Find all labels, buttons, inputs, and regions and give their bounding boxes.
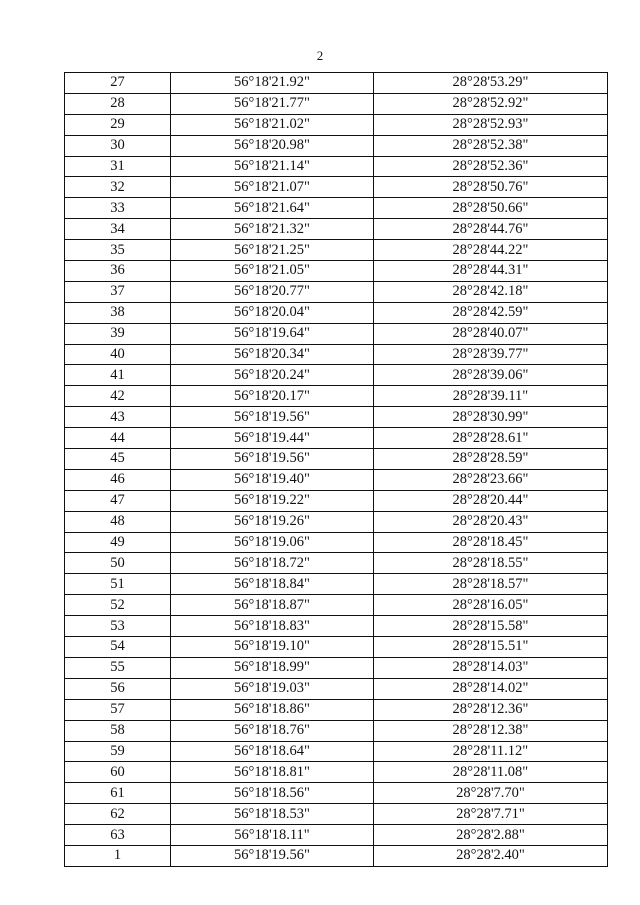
longitude-cell: 28°28'52.36" <box>374 156 608 177</box>
point-number-cell: 1 <box>65 845 171 866</box>
table-row <box>65 490 608 511</box>
table-row <box>65 344 608 365</box>
table-row <box>65 302 608 323</box>
table-row <box>65 156 608 177</box>
point-number-cell: 42 <box>65 386 171 407</box>
table-row <box>65 261 608 282</box>
latitude-cell: 56°18'18.72" <box>171 553 374 574</box>
table-row <box>65 323 608 344</box>
longitude-cell: 28°28'12.36" <box>374 699 608 720</box>
table-row <box>65 93 608 114</box>
longitude-cell: 28°28'15.58" <box>374 616 608 637</box>
latitude-cell: 56°18'21.64" <box>171 198 374 219</box>
latitude-cell: 56°18'18.86" <box>171 699 374 720</box>
point-number-cell: 38 <box>65 302 171 323</box>
longitude-cell: 28°28'30.99" <box>374 407 608 428</box>
latitude-cell: 56°18'18.81" <box>171 762 374 783</box>
table-row <box>65 281 608 302</box>
latitude-cell: 56°18'20.24" <box>171 365 374 386</box>
point-number-cell: 28 <box>65 93 171 114</box>
latitude-cell: 56°18'21.92" <box>171 73 374 94</box>
point-number-cell: 27 <box>65 73 171 94</box>
longitude-cell: 28°28'20.44" <box>374 490 608 511</box>
table-row <box>65 825 608 846</box>
table-row <box>65 553 608 574</box>
table-row <box>65 783 608 804</box>
point-number-cell: 43 <box>65 407 171 428</box>
table-row <box>65 114 608 135</box>
table-row <box>65 804 608 825</box>
latitude-cell: 56°18'21.07" <box>171 177 374 198</box>
latitude-cell: 56°18'21.05" <box>171 261 374 282</box>
longitude-cell: 28°28'28.59" <box>374 449 608 470</box>
latitude-cell: 56°18'19.26" <box>171 511 374 532</box>
point-number-cell: 39 <box>65 323 171 344</box>
longitude-cell: 28°28'11.12" <box>374 741 608 762</box>
point-number-cell: 40 <box>65 344 171 365</box>
table-row <box>65 428 608 449</box>
longitude-cell: 28°28'18.55" <box>374 553 608 574</box>
longitude-cell: 28°28'23.66" <box>374 469 608 490</box>
longitude-cell: 28°28'18.45" <box>374 532 608 553</box>
latitude-cell: 56°18'21.77" <box>171 93 374 114</box>
table-row <box>65 365 608 386</box>
point-number-cell: 30 <box>65 135 171 156</box>
point-number-cell: 47 <box>65 490 171 511</box>
latitude-cell: 56°18'20.04" <box>171 302 374 323</box>
table-row <box>65 219 608 240</box>
longitude-cell: 28°28'40.07" <box>374 323 608 344</box>
longitude-cell: 28°28'52.93" <box>374 114 608 135</box>
table-row <box>65 198 608 219</box>
latitude-cell: 56°18'21.02" <box>171 114 374 135</box>
point-number-cell: 45 <box>65 449 171 470</box>
longitude-cell: 28°28'7.70" <box>374 783 608 804</box>
longitude-cell: 28°28'7.71" <box>374 804 608 825</box>
table-row <box>65 449 608 470</box>
table-row <box>65 73 608 94</box>
point-number-cell: 55 <box>65 657 171 678</box>
point-number-cell: 32 <box>65 177 171 198</box>
latitude-cell: 56°18'20.34" <box>171 344 374 365</box>
point-number-cell: 61 <box>65 783 171 804</box>
latitude-cell: 56°18'19.03" <box>171 678 374 699</box>
longitude-cell: 28°28'44.76" <box>374 219 608 240</box>
longitude-cell: 28°28'44.22" <box>374 240 608 261</box>
latitude-cell: 56°18'18.53" <box>171 804 374 825</box>
table-row <box>65 240 608 261</box>
longitude-cell: 28°28'14.02" <box>374 678 608 699</box>
table-row <box>65 177 608 198</box>
latitude-cell: 56°18'18.64" <box>171 741 374 762</box>
point-number-cell: 53 <box>65 616 171 637</box>
longitude-cell: 28°28'50.76" <box>374 177 608 198</box>
table-row <box>65 845 608 866</box>
point-number-cell: 48 <box>65 511 171 532</box>
longitude-cell: 28°28'50.66" <box>374 198 608 219</box>
latitude-cell: 56°18'19.56" <box>171 407 374 428</box>
coordinates-table <box>64 72 608 867</box>
latitude-cell: 56°18'19.64" <box>171 323 374 344</box>
table-row <box>65 135 608 156</box>
table-row <box>65 511 608 532</box>
point-number-cell: 34 <box>65 219 171 240</box>
table-row <box>65 407 608 428</box>
point-number-cell: 51 <box>65 574 171 595</box>
longitude-cell: 28°28'16.05" <box>374 595 608 616</box>
longitude-cell: 28°28'11.08" <box>374 762 608 783</box>
longitude-cell: 28°28'39.77" <box>374 344 608 365</box>
table-row <box>65 386 608 407</box>
latitude-cell: 56°18'18.84" <box>171 574 374 595</box>
point-number-cell: 33 <box>65 198 171 219</box>
latitude-cell: 56°18'18.76" <box>171 720 374 741</box>
latitude-cell: 56°18'19.22" <box>171 490 374 511</box>
longitude-cell: 28°28'39.11" <box>374 386 608 407</box>
table-row <box>65 762 608 783</box>
latitude-cell: 56°18'18.83" <box>171 616 374 637</box>
point-number-cell: 54 <box>65 637 171 658</box>
point-number-cell: 62 <box>65 804 171 825</box>
latitude-cell: 56°18'19.10" <box>171 637 374 658</box>
point-number-cell: 44 <box>65 428 171 449</box>
table-row <box>65 574 608 595</box>
point-number-cell: 58 <box>65 720 171 741</box>
point-number-cell: 35 <box>65 240 171 261</box>
latitude-cell: 56°18'20.77" <box>171 281 374 302</box>
latitude-cell: 56°18'19.56" <box>171 449 374 470</box>
longitude-cell: 28°28'15.51" <box>374 637 608 658</box>
latitude-cell: 56°18'19.06" <box>171 532 374 553</box>
latitude-cell: 56°18'18.99" <box>171 657 374 678</box>
point-number-cell: 31 <box>65 156 171 177</box>
longitude-cell: 28°28'28.61" <box>374 428 608 449</box>
latitude-cell: 56°18'19.40" <box>171 469 374 490</box>
longitude-cell: 28°28'18.57" <box>374 574 608 595</box>
latitude-cell: 56°18'18.87" <box>171 595 374 616</box>
table-row <box>65 637 608 658</box>
latitude-cell: 56°18'21.32" <box>171 219 374 240</box>
table-row <box>65 741 608 762</box>
longitude-cell: 28°28'42.18" <box>374 281 608 302</box>
latitude-cell: 56°18'20.98" <box>171 135 374 156</box>
latitude-cell: 56°18'21.14" <box>171 156 374 177</box>
point-number-cell: 52 <box>65 595 171 616</box>
point-number-cell: 50 <box>65 553 171 574</box>
point-number-cell: 60 <box>65 762 171 783</box>
latitude-cell: 56°18'19.44" <box>171 428 374 449</box>
latitude-cell: 56°18'20.17" <box>171 386 374 407</box>
table-row <box>65 699 608 720</box>
longitude-cell: 28°28'52.38" <box>374 135 608 156</box>
table-row <box>65 595 608 616</box>
point-number-cell: 63 <box>65 825 171 846</box>
point-number-cell: 36 <box>65 261 171 282</box>
latitude-cell: 56°18'21.25" <box>171 240 374 261</box>
coordinates-table-body <box>65 73 608 867</box>
table-row <box>65 720 608 741</box>
longitude-cell: 28°28'39.06" <box>374 365 608 386</box>
point-number-cell: 49 <box>65 532 171 553</box>
longitude-cell: 28°28'20.43" <box>374 511 608 532</box>
table-row <box>65 678 608 699</box>
longitude-cell: 28°28'12.38" <box>374 720 608 741</box>
table-row <box>65 657 608 678</box>
point-number-cell: 56 <box>65 678 171 699</box>
page-number: 2 <box>316 48 324 63</box>
point-number-cell: 59 <box>65 741 171 762</box>
table-row <box>65 616 608 637</box>
point-number-cell: 37 <box>65 281 171 302</box>
longitude-cell: 28°28'42.59" <box>374 302 608 323</box>
table-row <box>65 469 608 490</box>
point-number-cell: 29 <box>65 114 171 135</box>
longitude-cell: 28°28'2.88" <box>374 825 608 846</box>
point-number-cell: 46 <box>65 469 171 490</box>
longitude-cell: 28°28'53.29" <box>374 73 608 94</box>
longitude-cell: 28°28'14.03" <box>374 657 608 678</box>
latitude-cell: 56°18'18.11" <box>171 825 374 846</box>
point-number-cell: 57 <box>65 699 171 720</box>
longitude-cell: 28°28'44.31" <box>374 261 608 282</box>
latitude-cell: 56°18'19.56" <box>171 845 374 866</box>
longitude-cell: 28°28'52.92" <box>374 93 608 114</box>
table-row <box>65 532 608 553</box>
latitude-cell: 56°18'18.56" <box>171 783 374 804</box>
point-number-cell: 41 <box>65 365 171 386</box>
longitude-cell: 28°28'2.40" <box>374 845 608 866</box>
